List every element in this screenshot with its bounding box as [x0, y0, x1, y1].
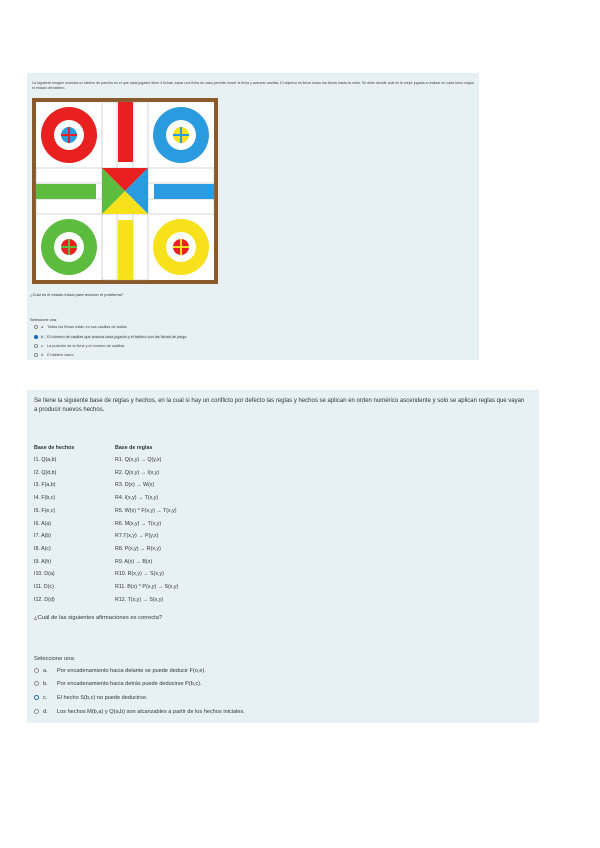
question-1-option-b[interactable]	[34, 335, 187, 339]
rule-cell: R6. M(x,y) → T(x,y)	[115, 520, 162, 527]
rule-cell: R4. I(x,y) → T(x,y)	[115, 495, 159, 502]
question-2-option-a[interactable]	[34, 666, 206, 675]
radio-button[interactable]	[34, 668, 39, 673]
rule-cell: R11. B(x) ^ P(x,y) → S(x,y)	[115, 584, 179, 590]
option-letter: a.	[41, 325, 45, 329]
fact-cell: I5. F(e,c)	[34, 507, 56, 514]
option-letter: a.	[43, 667, 48, 674]
rule-cell: R1. Q(x,y) → Q(y,x)	[115, 457, 162, 463]
rule-cell: R7.T(x,y) → P(y,x)	[115, 533, 159, 540]
rule-cell: R10. R(x,y) → S(x,y)	[115, 571, 164, 578]
fact-cell: I9. A(h)	[34, 558, 52, 565]
radio-button-selected[interactable]	[34, 695, 39, 700]
option-letter: d.	[41, 353, 45, 357]
option-text: El hecho S(b,c) no puede deducirse.	[57, 694, 148, 701]
radio-button[interactable]	[34, 709, 39, 714]
fact-cell: I10. D(a)	[34, 571, 55, 578]
question-1-select-label: Seleccione una:	[30, 318, 58, 322]
radio-button[interactable]	[34, 681, 39, 686]
option-text: El número de casillas que avanza cada jugador y el tablero con las fichas de juego.	[47, 335, 188, 339]
question-2-option-d[interactable]	[34, 707, 245, 716]
radio-button[interactable]	[34, 344, 38, 348]
facts-header: Base de hechos	[34, 445, 75, 451]
rule-cell: R5. W(x) ^ F(x,y) → T(x,y)	[115, 507, 177, 514]
rules-header: Base de reglas	[115, 445, 153, 451]
question-1-option-c[interactable]	[34, 344, 125, 348]
question-2-option-b[interactable]	[34, 679, 202, 688]
option-text: La posición de la ficha y el número de casillas.	[46, 344, 126, 348]
option-text: Los hechos M(b,a) y Q(a,b) son alcanzables a partir de los hechos iniciales.	[57, 708, 245, 715]
fact-cell: I1. Q(a,b)	[34, 457, 57, 463]
rule-cell: R9. A(x) → B(x)	[115, 558, 153, 565]
option-letter: b.	[41, 335, 45, 339]
red-lane	[118, 102, 133, 162]
parchis-board-image	[32, 98, 218, 284]
option-text: Por encadenamiento hacia detrás puede deducirse P(b,c).	[57, 680, 202, 687]
question-2-select-label: Seleccione una:	[34, 656, 76, 662]
question-1-text: La siguiente imagen muestra un tablero de parchís en el que cada jugador tiene 4 fichas; sacar una ficha de casa permite mover la ficha y avanzar casillas. El objetivo es llevar todas las fichas hasta la meta. Se debe decidir cuál es la mejor jugada a realizar en cada turno según el estado del tablero.	[32, 81, 475, 90]
fact-cell: I7. A(b)	[34, 533, 52, 540]
rule-cell: R8. P(x,y) → R(x,y)	[115, 545, 161, 552]
question-2-option-c[interactable]	[34, 693, 148, 702]
fact-cell: I2. Q(d,b)	[34, 469, 57, 476]
option-letter: c.	[41, 344, 44, 348]
radio-button[interactable]	[34, 353, 38, 357]
question-1-option-d[interactable]	[34, 353, 74, 357]
radio-button[interactable]	[34, 325, 38, 329]
option-letter: b.	[43, 680, 48, 687]
fact-cell: I3. F(a,b)	[34, 482, 56, 489]
option-letter: d.	[43, 708, 48, 715]
fact-cell: I8. A(c)	[34, 545, 51, 552]
question-2-card	[27, 390, 539, 723]
question-1-prompt: ¿Cuál es el estado inicial para resolver el problema?	[30, 292, 124, 297]
radio-button-selected[interactable]	[34, 335, 38, 339]
question-2-prompt: ¿Cuál de las siguientes afirmaciones es correcta?	[34, 615, 163, 621]
fact-cell: I4. F(b,c)	[34, 495, 56, 502]
yellow-lane	[118, 220, 133, 280]
option-text: Todas las fichas están en sus casillas de salida.	[47, 325, 128, 329]
question-2-intro: Se tiene la siguiente base de reglas y hechos, en la cual si hay un conflicto por defecto las reglas y hechos se aplican en orden numérico ascendente y solo se aplican reglas que vayan a producir nuevos hechos.	[34, 398, 525, 413]
option-text: Por encadenamiento hacia delante se puede deducir F(o,e).	[57, 667, 206, 674]
blue-lane	[154, 184, 214, 199]
rule-cell: R3. D(x) → W(x)	[115, 482, 155, 489]
fact-cell: I6. A(a)	[34, 520, 52, 527]
rule-cell: R2. Q(x,y) → I(x,y)	[115, 469, 160, 476]
green-lane	[36, 184, 96, 199]
fact-cell: I12. D(d)	[34, 596, 55, 603]
option-letter: c.	[43, 694, 48, 701]
question-1-option-a[interactable]	[34, 325, 128, 329]
rule-cell: R12. T(x,y) → S(x,y)	[115, 596, 164, 603]
option-text: El tablero vacío.	[47, 353, 75, 357]
question-1-card	[27, 73, 479, 360]
fact-cell: I11. D(c)	[34, 584, 54, 590]
